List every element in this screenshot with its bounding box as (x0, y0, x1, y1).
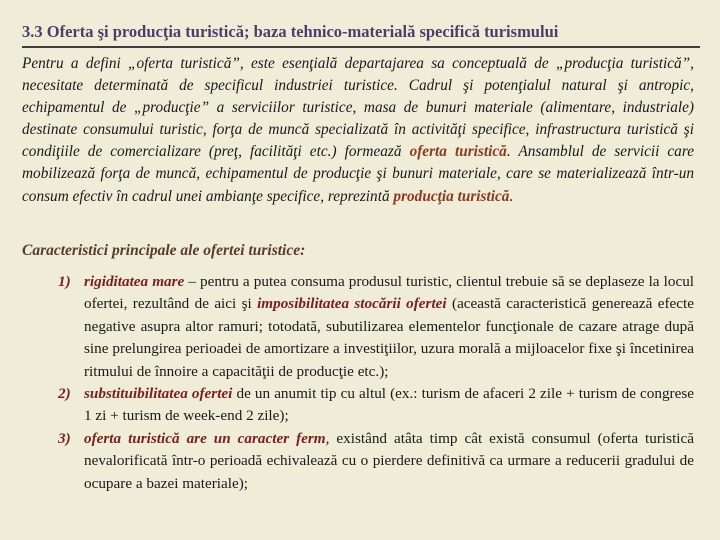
list-item (22, 428, 694, 495)
characteristics-heading: Caracteristici principale ale ofertei turistice: (22, 242, 306, 259)
item-number: 1) (58, 273, 71, 290)
item-text: , existând atâta timp cât există consumul (oferta turistică nevalorificată într-o perioadă echivalează cu o pierdere definitivă ca urmare a reducerii gradului de ocupare a bazei materiale); (84, 429, 694, 492)
intro-text-1: Pentru a defini „oferta turistică”, este esenţială departajarea sa conceptuală de „producţia turistică”, necesitate determinată de specificul industriei turistice. Cadrul şi potenţialul natural şi antropic, echipamentul de „producţie” a serviciilor turistice, masa de bunuri materiale (alimentare, industriale) destinate consumului turistic, forţa de muncă specializată în activităţi specifice, infrastructura turistică şi condiţiile de comercializare (preţ, facilităţi etc.) formează (22, 55, 694, 161)
characteristics-list (22, 271, 694, 495)
item-text: de un anumit tip cu altul (ex.: turism de afaceri 2 zile + turism de congrese 1 zi + turism de week-end 2 zile); (84, 385, 694, 425)
slide-title: 3.3 Oferta şi producţia turistică; baza tehnico-materială specifică turismului (22, 22, 559, 41)
item-term: oferta turistică are un caracter ferm (84, 429, 326, 447)
list-item (22, 271, 694, 383)
item-term: substituibilitatea ofertei (84, 385, 233, 403)
intro-paragraph (22, 53, 694, 208)
item-text-continued: (această caracteristică generează efecte negative asupra altor ramuri; totodată, subutilizarea elementelor funcţionale de cazare atrage după sine prelungirea perioadei de amortizare a investiţiilor, uzura morală a mijloacelor fixe şi încetinirea ritmului de înnoire a capacităţii de producţie etc.); (84, 295, 694, 380)
item-text: – pentru a putea consuma produsul turistic, clientul trebuie să se deplaseze la locul ofertei, rezultând de aici şi (84, 273, 695, 313)
intro-text-3: . (509, 187, 514, 205)
item-number: 3) (58, 429, 71, 447)
title-underline (22, 46, 700, 48)
term-oferta-turistica: oferta turistică (409, 143, 507, 161)
list-item (22, 383, 694, 428)
item-term: rigiditatea mare (84, 273, 185, 290)
item-term-secondary: imposibilitatea stocării ofertei (257, 295, 447, 313)
term-productia-turistica: producţia turistică (393, 187, 510, 205)
intro-text-2: . Ansamblul de servicii care mobilizează forţa de muncă, echipamentul de producţie şi bunuri materiale, care se materializează într-un consum efectiv în cadrul unei ambianţe specifice, reprezintă (22, 143, 695, 205)
item-number: 2) (58, 385, 71, 403)
